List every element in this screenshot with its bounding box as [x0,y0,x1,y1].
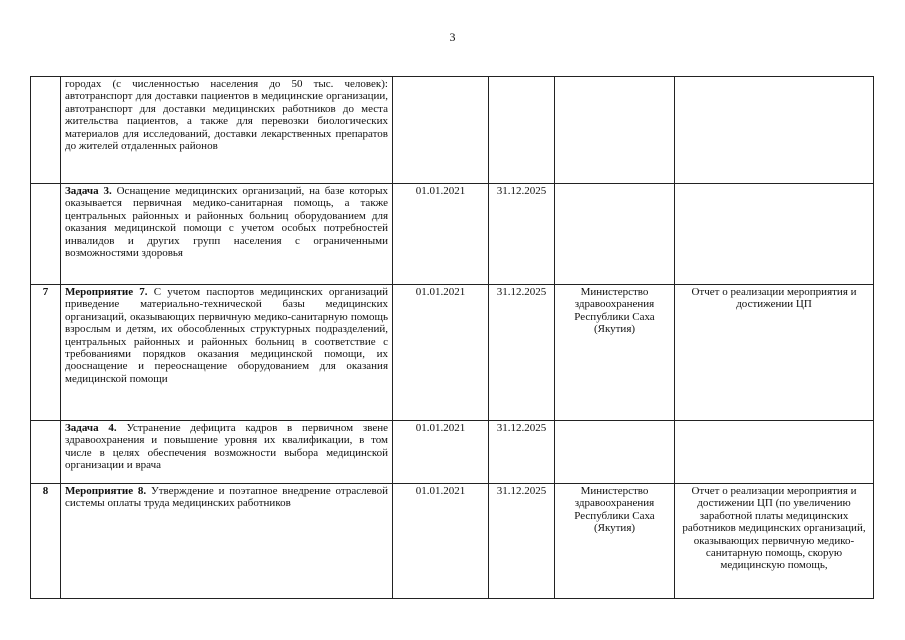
activity-description [61,77,393,184]
page-number: 3 [449,30,456,44]
end-date: 31.12.2025 [489,484,555,599]
start-date: 01.01.2021 [393,421,489,484]
start-date: 01.01.2021 [393,484,489,599]
start-date [393,77,489,184]
activities-table [30,76,874,599]
task-description [61,421,393,484]
activity-text: Утверждение и поэтапное внедрение отраслевой системы оплаты труда медицинских работников [65,485,388,510]
activity-description [61,484,393,599]
executor [555,184,675,285]
table-row [31,77,874,184]
end-date: 31.12.2025 [489,421,555,484]
end-date [489,77,555,184]
activity-lead: Мероприятие 8. [65,485,147,497]
result: Отчет о реализации мероприятия и достижении ЦП (по увеличению заработной платы медицинских работников медицинских организаций, оказывающих первичную медико-санитарную помощь, скорую медицинскую помощь, [675,484,874,599]
activity-text: городах (с численностью населения до 50 тыс. человек): автотранспорт для доставки пациентов в медицинские организации, автотранспорт для доставки медицинских работников до места жительства пациентов, а также для перевозки биологических материалов для исследований, доставки лекарственных препаратов до жителей отдаленных районов [65,78,388,153]
row-number [31,77,61,184]
end-date: 31.12.2025 [489,184,555,285]
task-description [61,184,393,285]
start-date: 01.01.2021 [393,184,489,285]
table-row [31,184,874,285]
task-lead: Задача 4. [65,422,117,434]
table-row [31,421,874,484]
result [675,77,874,184]
activity-lead: Мероприятие 7. [65,286,148,298]
row-number [31,421,61,484]
row-number [31,184,61,285]
activity-description [61,285,393,421]
result: Отчет о реализации мероприятия и достижении ЦП [675,285,874,421]
result [675,184,874,285]
result [675,421,874,484]
activity-text: С учетом паспортов медицинских организаций приведение материально-технической базы медицинских организаций, оказывающих первичную медико-санитарную помощь взрослым и детям, их обособленных структурных подразделений, центральных районных и районных больниц в соответствие с требованиями порядков оказания медицинской помощи, их дооснащение и переоснащение оборудованием для оказания медицинской помощи [65,286,388,385]
task-text: Оснащение медицинских организаций, на базе которых оказывается первичная медико-санитарная помощь, а также центральных районных и районных больниц оборудованием для оказания медицинской помощи с учетом особых потребностей инвалидов и других групп населения с ограниченными возможностями здоровья [65,185,388,260]
executor [555,421,675,484]
executor: Министерство здравоохранения Республики Саха (Якутия) [555,484,675,599]
table-row [31,484,874,599]
executor [555,77,675,184]
start-date: 01.01.2021 [393,285,489,421]
executor: Министерство здравоохранения Республики Саха (Якутия) [555,285,675,421]
end-date: 31.12.2025 [489,285,555,421]
table-row [31,285,874,421]
row-number: 7 [31,285,61,421]
row-number: 8 [31,484,61,599]
task-lead: Задача 3. [65,185,112,197]
task-text: Устранение дефицита кадров в первичном звене здравоохранения и повышение уровня их квалификации, в том числе в целях обеспечения возможности выбора медицинской организации и врача [65,422,388,472]
